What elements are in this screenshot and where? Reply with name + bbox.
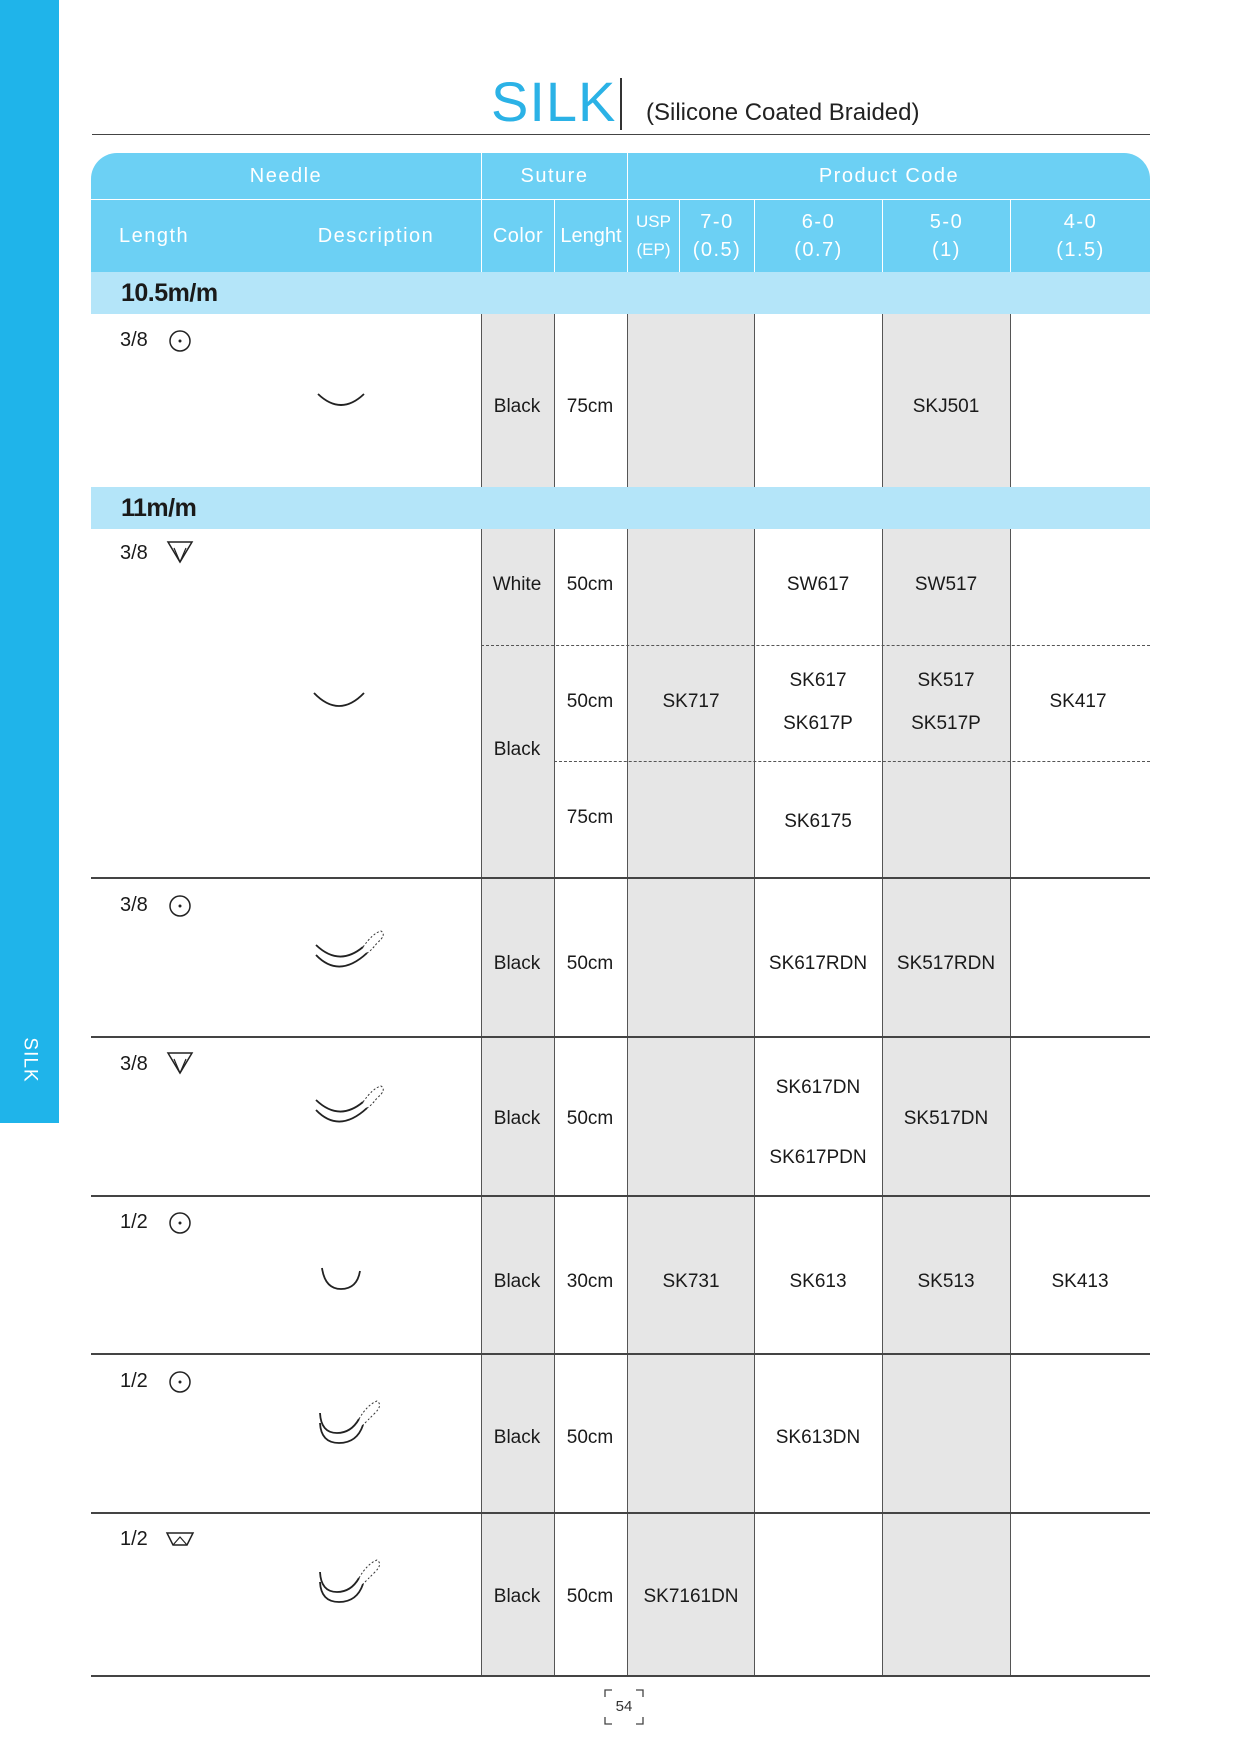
page-subtitle: (Silicone Coated Braided) — [646, 99, 920, 126]
header-size-usp: 7-0 — [700, 211, 734, 233]
header-color: Color — [492, 225, 544, 247]
header-ep: (EP) — [636, 240, 671, 259]
page-number — [604, 1689, 644, 1725]
header-size-usp: 6-0 — [801, 211, 836, 233]
reverse-cutting-icon — [166, 539, 194, 565]
needle-length: 3/8 — [120, 1053, 148, 1075]
needle-length: 3/8 — [120, 329, 148, 351]
double-armed-needle-icon — [313, 929, 389, 979]
product-code: SK513 — [917, 1271, 975, 1292]
suture-color: Black — [493, 1271, 541, 1292]
suture-color: Black — [493, 739, 541, 760]
needle-curve-icon — [316, 390, 366, 414]
product-code: SK617PDN — [769, 1147, 867, 1168]
taper-point-icon — [168, 1370, 192, 1394]
product-code: SK6175 — [784, 811, 852, 832]
suture-length: 50cm — [566, 1427, 614, 1448]
header-size-ep: (1) — [932, 239, 961, 261]
page-header — [92, 62, 1150, 135]
section-label: 10.5m/m — [121, 279, 218, 307]
product-code: SK517P — [911, 713, 981, 734]
section-band — [91, 487, 1150, 529]
product-code: SK717 — [662, 691, 720, 712]
section-label: 11m/m — [121, 494, 197, 522]
product-code: SK617DN — [775, 1077, 861, 1098]
needle-length: 1/2 — [120, 1211, 148, 1233]
taper-point-icon — [168, 894, 192, 918]
product-code: SK731 — [662, 1271, 720, 1292]
product-code: SK517RDN — [896, 953, 996, 974]
header-size-usp: 5-0 — [929, 211, 964, 233]
header-usp: USP — [636, 212, 671, 231]
product-code: SK617RDN — [768, 953, 868, 974]
needle-curve-icon — [319, 1265, 363, 1293]
double-armed-needle-icon — [317, 1558, 387, 1614]
page-number-text: 54 — [615, 1698, 633, 1715]
product-code: SK613DN — [775, 1427, 861, 1448]
reverse-cutting-icon — [166, 1050, 194, 1076]
product-code: SK517DN — [903, 1108, 989, 1129]
product-code: SK413 — [1051, 1271, 1109, 1292]
needle-length: 3/8 — [120, 542, 148, 564]
suture-length: 50cm — [566, 691, 614, 712]
suture-color: Black — [493, 953, 541, 974]
taper-point-icon — [168, 329, 192, 353]
suture-length: 75cm — [566, 807, 614, 828]
suture-length: 75cm — [566, 396, 614, 417]
side-tab — [0, 0, 59, 1123]
product-code: SK417 — [1049, 691, 1107, 712]
suture-length: 50cm — [566, 1586, 614, 1607]
product-code: SKJ501 — [912, 396, 980, 417]
suture-color: Black — [493, 396, 541, 417]
header-needle: Needle — [249, 165, 323, 187]
spatula-icon — [165, 1531, 195, 1549]
product-code: SW617 — [786, 574, 850, 595]
header-product-code: Product Code — [818, 165, 960, 187]
product-code: SW517 — [914, 574, 978, 595]
suture-length: 50cm — [566, 953, 614, 974]
suture-color: Black — [493, 1427, 541, 1448]
header-description: Description — [317, 225, 435, 247]
product-code: SK617P — [783, 713, 853, 734]
needle-curve-icon — [312, 689, 366, 715]
suture-length: 50cm — [566, 1108, 614, 1129]
header-length: Length — [119, 225, 190, 247]
taper-point-icon — [168, 1211, 192, 1235]
product-table — [91, 153, 1150, 1677]
header-lenght: Lenght — [560, 225, 622, 247]
page-title: SILK — [491, 70, 617, 133]
suture-color: Black — [493, 1108, 541, 1129]
suture-color: White — [492, 574, 542, 595]
header-size-ep: (1.5) — [1056, 239, 1105, 261]
double-armed-needle-icon — [317, 1399, 387, 1455]
product-code: SK617 — [789, 670, 847, 691]
product-code: SK613 — [789, 1271, 847, 1292]
side-tab-label: SILK — [19, 1037, 41, 1083]
product-code: SK517 — [917, 670, 975, 691]
side-tab-label-wrap — [0, 1020, 59, 1100]
header-size-ep: (0.5) — [692, 239, 742, 261]
needle-length: 3/8 — [120, 894, 148, 916]
title-divider — [620, 78, 622, 130]
header-size-usp: 4-0 — [1063, 211, 1098, 233]
double-armed-needle-icon — [313, 1084, 389, 1134]
product-code: SK7161DN — [643, 1586, 739, 1607]
table-header — [91, 153, 1150, 272]
needle-length: 1/2 — [120, 1528, 148, 1550]
suture-color: Black — [493, 1586, 541, 1607]
suture-length: 30cm — [566, 1271, 614, 1292]
needle-length: 1/2 — [120, 1370, 148, 1392]
suture-length: 50cm — [566, 574, 614, 595]
section-band — [91, 272, 1150, 314]
header-size-ep: (0.7) — [794, 239, 843, 261]
header-suture: Suture — [520, 165, 589, 187]
